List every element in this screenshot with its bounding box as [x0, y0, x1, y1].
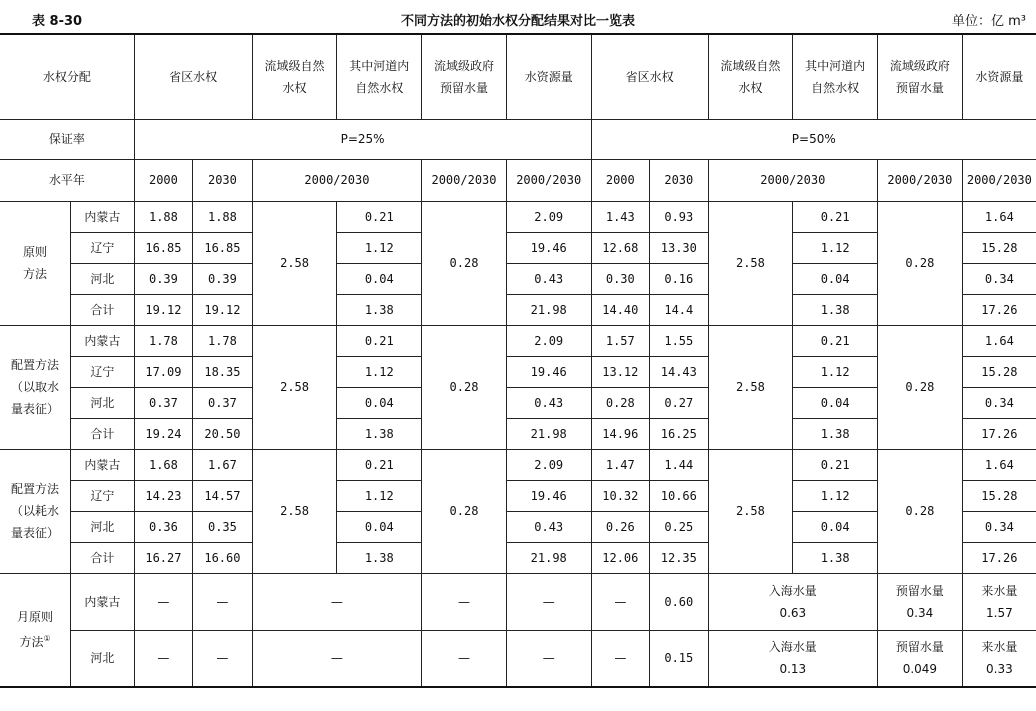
- provincial-2000-p50: 13.12: [591, 356, 650, 387]
- sea-outflow: [708, 630, 877, 687]
- method-label-line: 配置方法: [11, 482, 60, 496]
- reserve-water-label: 预留水量: [895, 640, 944, 655]
- provincial-2030-p50: 0.16: [650, 263, 709, 294]
- header-gov-50: [878, 34, 963, 119]
- method-label: [0, 449, 71, 573]
- sea-outflow-label: 入海水量: [768, 583, 817, 598]
- empty-dash: —: [252, 573, 421, 630]
- provincial-2000-p50: 1.43: [591, 201, 650, 232]
- method-label-line: 月原则: [17, 610, 54, 625]
- resource-p25: 21.98: [506, 294, 591, 325]
- provincial-2000-p50: 1.47: [591, 449, 650, 480]
- method-label: [0, 573, 71, 687]
- river-right-p50: 0.04: [793, 263, 878, 294]
- basin-right-p25: 2.58: [252, 325, 337, 449]
- header-gov-l1: 流域级政府: [433, 58, 494, 73]
- header-river-l2: 自然水权: [355, 80, 404, 95]
- method-label: [0, 201, 71, 325]
- basin-right-p25: 2.58: [252, 449, 337, 573]
- empty-dash: —: [506, 573, 591, 630]
- region-label: 内蒙古: [71, 573, 135, 630]
- resource-p50: 1.64: [962, 325, 1036, 356]
- river-right-p25: 0.21: [337, 449, 422, 480]
- header-provincial-25: 省区水权: [134, 34, 252, 119]
- header-basin-50: [708, 34, 793, 119]
- river-right-p50: 1.12: [793, 232, 878, 263]
- river-right-p25: 0.21: [337, 325, 422, 356]
- provincial-2030-p50: 0.93: [650, 201, 709, 232]
- river-right-p50: 0.21: [793, 201, 878, 232]
- resource-p25: 2.09: [506, 449, 591, 480]
- provincial-2000-p25: 1.88: [134, 201, 193, 232]
- region-label: 合计: [71, 418, 135, 449]
- provincial-2000-p25: 19.24: [134, 418, 193, 449]
- region-label: 合计: [71, 294, 135, 325]
- table-label: 表 8-30: [32, 14, 83, 29]
- provincial-2030-p25: 1.67: [193, 449, 253, 480]
- provincial-2000-p50: 14.96: [591, 418, 650, 449]
- river-right-p25: 0.21: [337, 201, 422, 232]
- table-row: [0, 201, 1036, 232]
- region-label: 辽宁: [71, 356, 135, 387]
- resource-p50: 17.26: [962, 294, 1036, 325]
- header-river-25: [337, 34, 422, 119]
- inflow-water-value: 1.57: [986, 605, 1013, 620]
- gov-reserve-p50: 0.28: [878, 201, 963, 325]
- header-river-50: [793, 34, 878, 119]
- empty-dash: —: [134, 630, 193, 687]
- resource-p25: 21.98: [506, 418, 591, 449]
- method-label-line: 量表征）: [11, 402, 60, 416]
- year-2030: 2030: [650, 159, 709, 201]
- resource-p25: 2.09: [506, 325, 591, 356]
- empty-dash: —: [506, 630, 591, 687]
- region-label: 河北: [71, 630, 135, 687]
- river-right-p50: 0.04: [793, 387, 878, 418]
- resource-p50: 0.34: [962, 263, 1036, 294]
- year-span: 2000/2030: [506, 159, 591, 201]
- resource-p50: 0.34: [962, 387, 1036, 418]
- provincial-2030-p50: 0.60: [650, 573, 709, 630]
- year-span: 2000/2030: [422, 159, 507, 201]
- region-label: 辽宁: [71, 232, 135, 263]
- empty-dash: —: [252, 630, 421, 687]
- method-label-line: 量表征）: [11, 526, 60, 540]
- region-label: 河北: [71, 387, 135, 418]
- provincial-2030-p50: 13.30: [650, 232, 709, 263]
- provincial-2030-p25: 0.37: [193, 387, 253, 418]
- provincial-2000-p50: 12.06: [591, 542, 650, 573]
- empty-dash: —: [591, 573, 650, 630]
- provincial-2030-p50: 0.15: [650, 630, 709, 687]
- provincial-2030-p50: 14.43: [650, 356, 709, 387]
- river-right-p25: 1.38: [337, 418, 422, 449]
- provincial-2030-p50: 16.25: [650, 418, 709, 449]
- header-basin-25: [252, 34, 337, 119]
- provincial-2030-p25: 1.88: [193, 201, 253, 232]
- river-right-p50: 0.21: [793, 449, 878, 480]
- provincial-2030-p50: 1.55: [650, 325, 709, 356]
- header-gov-25: [422, 34, 507, 119]
- provincial-2030-p25: 19.12: [193, 294, 253, 325]
- provincial-2000-p25: 1.68: [134, 449, 193, 480]
- header-resource-25: 水资源量: [506, 34, 591, 119]
- river-right-p25: 0.04: [337, 511, 422, 542]
- basin-right-p50: 2.58: [708, 325, 793, 449]
- empty-dash: —: [422, 573, 507, 630]
- header-gov-l1: 流域级政府: [889, 58, 950, 73]
- provincial-2000-p50: 14.40: [591, 294, 650, 325]
- provincial-2000-p50: 12.68: [591, 232, 650, 263]
- river-right-p25: 1.12: [337, 480, 422, 511]
- header-basin-l1: 流域级自然: [720, 58, 781, 73]
- level-year-row: [0, 159, 1036, 201]
- river-right-p25: 0.04: [337, 387, 422, 418]
- year-span: 2000/2030: [708, 159, 877, 201]
- year-span: 2000/2030: [962, 159, 1036, 201]
- table-row: [0, 630, 1036, 687]
- gov-reserve-p25: 0.28: [422, 201, 507, 325]
- header-resource-50: 水资源量: [962, 34, 1036, 119]
- gov-reserve-p50: 0.28: [878, 325, 963, 449]
- table-title: 不同方法的初始水权分配结果对比一览表: [400, 14, 635, 29]
- river-right-p50: 0.21: [793, 325, 878, 356]
- provincial-2030-p50: 1.44: [650, 449, 709, 480]
- provincial-2030-p25: 1.78: [193, 325, 253, 356]
- reserve-water: [878, 573, 963, 630]
- basin-right-p50: 2.58: [708, 449, 793, 573]
- reserve-water-value: 0.049: [902, 662, 938, 677]
- inflow-water-label: 来水量: [981, 583, 1018, 598]
- provincial-2000-p50: 0.26: [591, 511, 650, 542]
- method-label-line: 方法: [23, 267, 48, 281]
- empty-dash: —: [193, 573, 253, 630]
- resource-p50: 0.34: [962, 511, 1036, 542]
- provincial-2000-p25: 14.23: [134, 480, 193, 511]
- header-provincial-50: 省区水权: [591, 34, 708, 119]
- method-label-line: 原则: [23, 245, 48, 259]
- year-2030: 2030: [193, 159, 253, 201]
- provincial-2030-p25: 20.50: [193, 418, 253, 449]
- provincial-2000-p25: 19.12: [134, 294, 193, 325]
- reserve-water-value: 0.34: [906, 605, 934, 620]
- resource-p50: 15.28: [962, 480, 1036, 511]
- resource-p25: 0.43: [506, 263, 591, 294]
- year-2000: 2000: [134, 159, 193, 201]
- header-basin-l2: 水权: [738, 80, 763, 95]
- basin-right-p50: 2.58: [708, 201, 793, 325]
- guarantee-label: 保证率: [0, 119, 134, 159]
- gov-reserve-p50: 0.28: [878, 449, 963, 573]
- provincial-2000-p50: 10.32: [591, 480, 650, 511]
- guarantee-p50: P=50%: [591, 119, 1036, 159]
- provincial-2030-p25: 18.35: [193, 356, 253, 387]
- resource-p25: 19.46: [506, 480, 591, 511]
- allocation-table: [0, 33, 1036, 688]
- river-right-p25: 0.04: [337, 263, 422, 294]
- sea-outflow-value: 0.63: [779, 605, 807, 620]
- river-right-p50: 1.38: [793, 294, 878, 325]
- river-right-p50: 1.38: [793, 418, 878, 449]
- year-2000: 2000: [591, 159, 650, 201]
- river-right-p25: 1.38: [337, 294, 422, 325]
- method-label: [0, 325, 71, 449]
- inflow-water-label: 来水量: [981, 640, 1018, 655]
- river-right-p25: 1.12: [337, 232, 422, 263]
- region-label: 内蒙古: [71, 201, 135, 232]
- inflow-water: [962, 573, 1036, 630]
- provincial-2000-p25: 16.85: [134, 232, 193, 263]
- region-label: 辽宁: [71, 480, 135, 511]
- unit-label: 单位：亿 m³: [951, 14, 1026, 29]
- provincial-2030-p50: 0.27: [650, 387, 709, 418]
- river-right-p50: 0.04: [793, 511, 878, 542]
- sea-outflow-value: 0.13: [779, 662, 807, 677]
- resource-p50: 15.28: [962, 356, 1036, 387]
- table-row: [0, 573, 1036, 630]
- resource-p50: 1.64: [962, 201, 1036, 232]
- provincial-2030-p25: 16.60: [193, 542, 253, 573]
- guarantee-p25: P=25%: [134, 119, 591, 159]
- provincial-2030-p50: 14.4: [650, 294, 709, 325]
- resource-p25: 0.43: [506, 387, 591, 418]
- resource-p25: 21.98: [506, 542, 591, 573]
- provincial-2030-p50: 0.25: [650, 511, 709, 542]
- header-river-l2: 自然水权: [811, 80, 860, 95]
- year-span: 2000/2030: [252, 159, 421, 201]
- reserve-water-label: 预留水量: [895, 583, 944, 598]
- header-basin-l1: 流域级自然: [264, 58, 325, 73]
- river-right-p25: 1.38: [337, 542, 422, 573]
- provincial-2000-p50: 1.57: [591, 325, 650, 356]
- header-row: [0, 34, 1036, 119]
- method-label-line: （以耗水: [11, 504, 60, 518]
- method-label-line: （以取水: [11, 380, 60, 394]
- region-label: 合计: [71, 542, 135, 573]
- provincial-2000-p25: 0.36: [134, 511, 193, 542]
- provincial-2030-p50: 12.35: [650, 542, 709, 573]
- sea-outflow-label: 入海水量: [768, 640, 817, 655]
- region-label: 内蒙古: [71, 449, 135, 480]
- header-river-l1: 其中河道内: [805, 58, 866, 73]
- table-row: [0, 325, 1036, 356]
- year-span: 2000/2030: [878, 159, 963, 201]
- empty-dash: —: [193, 630, 253, 687]
- provincial-2030-p25: 0.35: [193, 511, 253, 542]
- gov-reserve-p25: 0.28: [422, 449, 507, 573]
- gov-reserve-p25: 0.28: [422, 325, 507, 449]
- resource-p50: 1.64: [962, 449, 1036, 480]
- inflow-water: [962, 630, 1036, 687]
- reserve-water: [878, 630, 963, 687]
- resource-p25: 0.43: [506, 511, 591, 542]
- resource-p25: 19.46: [506, 232, 591, 263]
- provincial-2030-p25: 16.85: [193, 232, 253, 263]
- provincial-2030-p25: 14.57: [193, 480, 253, 511]
- river-right-p50: 1.12: [793, 480, 878, 511]
- river-right-p25: 1.12: [337, 356, 422, 387]
- resource-p25: 19.46: [506, 356, 591, 387]
- river-right-p50: 1.12: [793, 356, 878, 387]
- inflow-water-value: 0.33: [986, 662, 1013, 677]
- provincial-2000-p25: 17.09: [134, 356, 193, 387]
- provincial-2000-p25: 0.37: [134, 387, 193, 418]
- provincial-2030-p25: 0.39: [193, 263, 253, 294]
- level-year-label: 水平年: [0, 159, 134, 201]
- footnote-mark: ①: [43, 634, 51, 644]
- region-label: 河北: [71, 263, 135, 294]
- table-row: [0, 449, 1036, 480]
- resource-p50: 15.28: [962, 232, 1036, 263]
- header-allocation: 水权分配: [0, 34, 134, 119]
- provincial-2030-p50: 10.66: [650, 480, 709, 511]
- provincial-2000-p50: 0.30: [591, 263, 650, 294]
- empty-dash: —: [134, 573, 193, 630]
- provincial-2000-p25: 0.39: [134, 263, 193, 294]
- header-gov-l2: 预留水量: [439, 80, 488, 95]
- sea-outflow: [708, 573, 877, 630]
- basin-right-p25: 2.58: [252, 201, 337, 325]
- resource-p50: 17.26: [962, 418, 1036, 449]
- region-label: 内蒙古: [71, 325, 135, 356]
- provincial-2000-p25: 16.27: [134, 542, 193, 573]
- provincial-2000-p25: 1.78: [134, 325, 193, 356]
- method-label-line: 配置方法: [11, 358, 60, 372]
- header-basin-l2: 水权: [282, 80, 307, 95]
- guarantee-row: [0, 119, 1036, 159]
- header-gov-l2: 预留水量: [895, 80, 944, 95]
- empty-dash: —: [422, 630, 507, 687]
- resource-p25: 2.09: [506, 201, 591, 232]
- method-label-line: 方法①: [19, 634, 51, 650]
- empty-dash: —: [591, 630, 650, 687]
- provincial-2000-p50: 0.28: [591, 387, 650, 418]
- header-river-l1: 其中河道内: [349, 58, 410, 73]
- resource-p50: 17.26: [962, 542, 1036, 573]
- river-right-p50: 1.38: [793, 542, 878, 573]
- region-label: 河北: [71, 511, 135, 542]
